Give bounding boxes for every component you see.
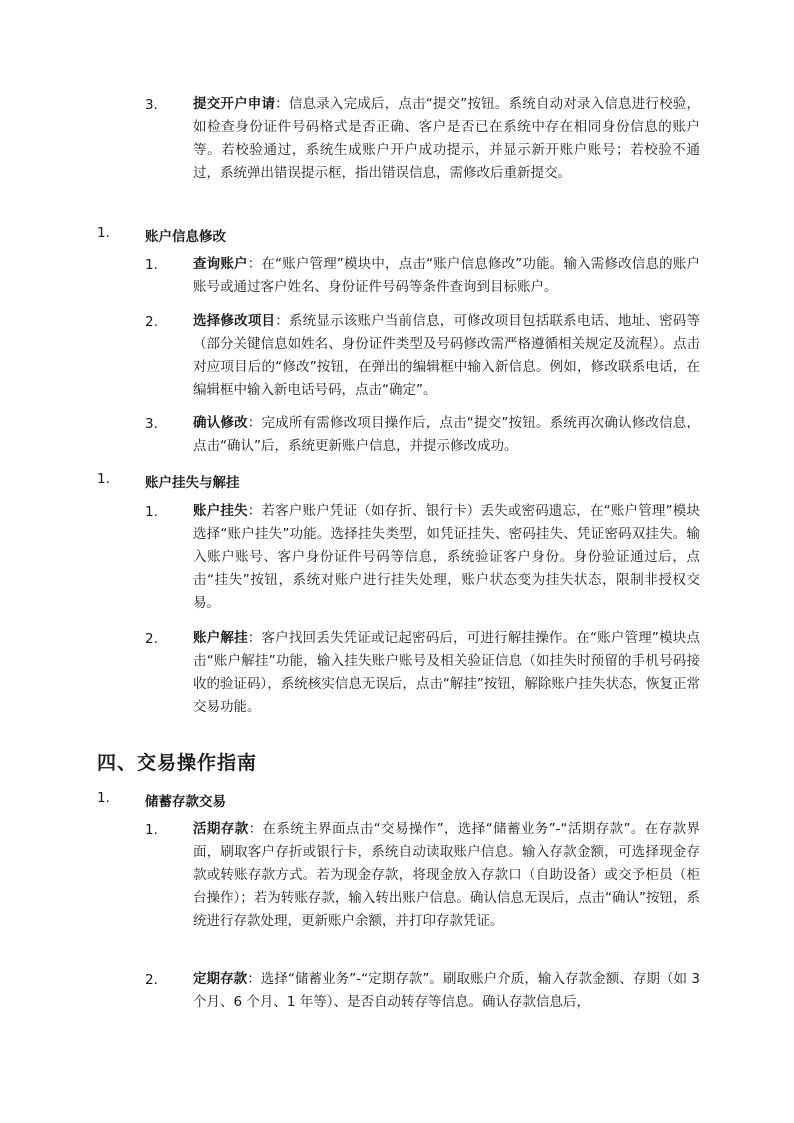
section-number: 1.: [97, 471, 110, 487]
section-title-account-modify: 账户信息修改: [145, 229, 226, 245]
item-text: ：系统显示该账户当前信息，可修改项目包括联系电话、地址、密码等（部分关键信息如姓名、身份证件类型及号码修改需严格遵循相关规定及流程）。点击对应项目后的“修改”按钮，在弹出的编辑框中输入新信息。例如，修改联系电话，在编辑框中输入新电话号码，点击“确定”。: [193, 313, 700, 398]
item-text: ：客户找回丢失凭证或记起密码后，可进行解挂操作。在“账户管理”模块点击“账户解挂”功能，输入挂失账户账号及相关验证信息（如挂失时预留的手机号码接收的验证码），系统核实信息无误后，点击“解挂”按钮，解除账户挂失状态，恢复正常交易功能。: [193, 630, 700, 715]
section-title-loss-report: 账户挂失与解挂: [145, 475, 240, 491]
list-item-time-deposit: [193, 968, 700, 1014]
item-label: 确认修改: [193, 415, 248, 431]
item-text: ：若客户账户凭证（如存折、银行卡）丢失或密码遗忘，在“账户管理”模块选择“账户挂失”功能。选择挂失类型，如凭证挂失、密码挂失、凭证密码双挂失。输入账户账号、客户身份证件号码等信息，系统验证客户身份。身份验证通过后，点击“挂失”按钮，系统对账户进行挂失处理，账户状态变为挂失状态，限制非授权交易。: [193, 503, 700, 611]
list-item-select-modify: [193, 310, 700, 402]
item-label: 定期存款: [193, 971, 248, 987]
item-label: 账户解挂: [193, 630, 248, 646]
section-number: 1.: [97, 790, 110, 806]
list-item-demand-deposit: [193, 818, 700, 933]
item-label: 活期存款: [193, 821, 249, 837]
list-item-cancel-loss: [193, 627, 700, 719]
list-item-confirm-modify: [193, 412, 700, 458]
item-text: ：信息录入完成后，点击“提交”按钮。系统自动对录入信息进行校验，如检查身份证件号码格式是否正确、客户是否已在系统中存在相同身份信息的账户等。若校验通过，系统生成账户开户成功提示，并显示新开账户账号；若校验不通过，系统弹出错误提示框，指出错误信息，需修改后重新提交。: [193, 96, 700, 181]
item-label: 提交开户申请: [193, 96, 276, 112]
item-label: 账户挂失: [193, 503, 248, 519]
list-number: 2.: [145, 972, 158, 988]
item-text: ：选择“储蓄业务”-“定期存款”。刷取账户介质，输入存款金额、存期（如 3 个月、6 个月、1 年等）、是否自动转存等信息。确认存款信息后，: [193, 971, 701, 1010]
list-number: 2.: [145, 631, 158, 647]
item-label: 查询账户: [193, 256, 248, 272]
list-item-report-loss: [193, 500, 700, 615]
list-number: 3.: [145, 416, 158, 432]
item-text: ：在系统主界面点击“交易操作”，选择“储蓄业务”-“活期存款”。在存款界面，刷取客户存折或银行卡，系统自动读取账户信息。输入存款金额，可选择现金存款或转账存款方式。若为现金存款，将现金放入存款口（自助设备）或交予柜员（柜台操作）；若为转账存款，输入转出账户信息。确认信息无误后，点击“确认”按钮，系统进行存款处理，更新账户余额，并打印存款凭证。: [193, 821, 700, 929]
section-number: 1.: [97, 225, 110, 241]
list-number: 3.: [145, 97, 158, 113]
list-number: 1.: [145, 257, 158, 273]
list-item-submit-application: [193, 93, 700, 185]
list-item-query-account: [193, 253, 700, 299]
section-title-savings-deposit: 储蓄存款交易: [145, 794, 226, 810]
list-number: 2.: [145, 314, 158, 330]
item-label: 选择修改项目: [193, 313, 276, 329]
list-number: 1.: [145, 822, 158, 838]
item-text: ：在“账户管理”模块中，点击“账户信息修改”功能。输入需修改信息的账户账号或通过客户姓名、身份证件号码等条件查询到目标账户。: [193, 256, 700, 295]
item-text: ：完成所有需修改项目操作后，点击“提交”按钮。系统再次确认修改信息，点击“确认”后，系统更新账户信息，并提示修改成功。: [193, 415, 700, 454]
chapter-heading: 四、交易操作指南: [97, 752, 258, 774]
list-number: 1.: [145, 504, 158, 520]
